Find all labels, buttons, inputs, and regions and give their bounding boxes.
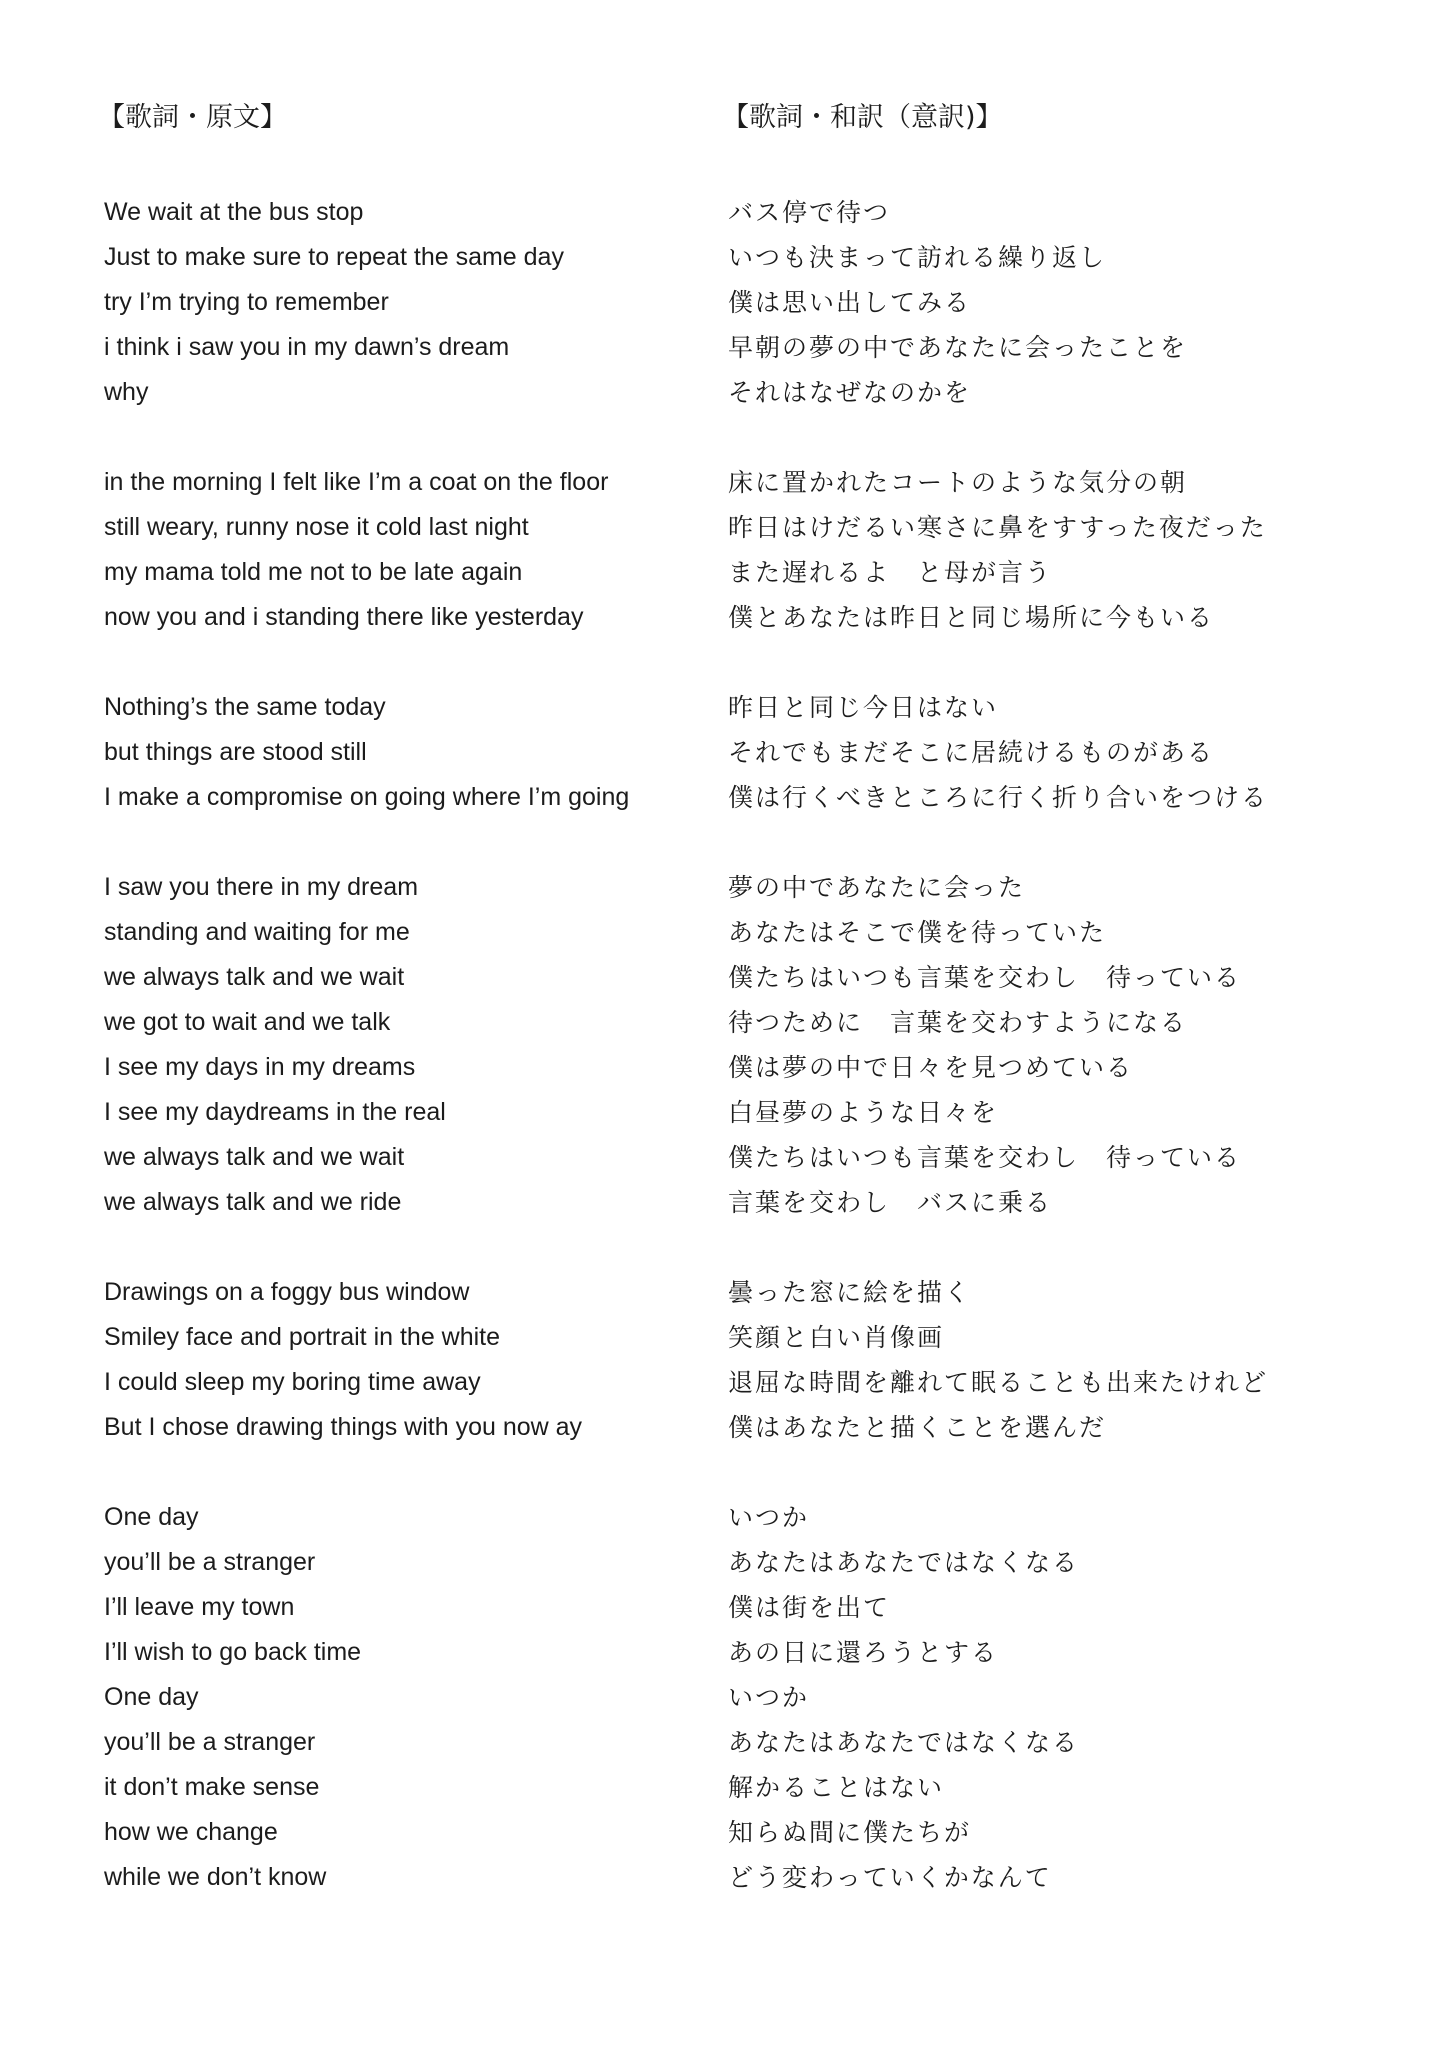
- lyric-line: I’ll leave my town: [104, 1593, 295, 1621]
- lyric-line: Just to make sure to repeat the same day: [104, 243, 564, 271]
- lyric-line: I make a compromise on going where I’m going: [104, 783, 630, 811]
- original-lyrics-column: [98, 100, 664, 1945]
- lyric-line: you’ll be a stranger: [104, 1548, 316, 1576]
- translation-stanza-3: [728, 685, 1408, 820]
- lyric-line: One day: [104, 1503, 199, 1531]
- lyric-line: why: [104, 378, 149, 406]
- original-stanza-1: [104, 190, 664, 415]
- lyric-line: we always talk and we wait: [104, 1143, 405, 1171]
- lyric-line: standing and waiting for me: [104, 918, 410, 946]
- translation-stanza-1: [728, 190, 1408, 415]
- lyric-line: いつか: [728, 1683, 810, 1712]
- lyric-line: how we change: [104, 1818, 278, 1846]
- lyric-line: いつも決まって訪れる繰り返し: [728, 243, 1107, 272]
- lyric-line: それでもまだそこに居続けるものがある: [728, 738, 1215, 767]
- lyric-line: 僕とあなたは昨日と同じ場所に今もいる: [728, 603, 1215, 632]
- lyric-line: still weary, runny nose it cold last night: [104, 513, 529, 541]
- lyric-line: 僕はあなたと描くことを選んだ: [728, 1413, 1107, 1442]
- original-stanza-3: [104, 685, 664, 820]
- lyric-line: 僕は街を出て: [728, 1593, 891, 1622]
- lyric-line: you’ll be a stranger: [104, 1728, 316, 1756]
- translation-stanza-6: [728, 1495, 1408, 1900]
- lyric-line: I saw you there in my dream: [104, 873, 419, 901]
- lyric-line: どう変わっていくかなんて: [728, 1863, 1052, 1892]
- lyric-line: 夢の中であなたに会った: [728, 873, 1026, 902]
- lyric-line: we got to wait and we talk: [104, 1008, 391, 1036]
- lyric-line: 昨日と同じ今日はない: [728, 693, 999, 722]
- lyric-line: 曇った窓に絵を描く: [728, 1278, 972, 1307]
- lyric-line: 言葉を交わし バスに乗る: [728, 1188, 1053, 1217]
- lyric-line: try I’m trying to remember: [104, 288, 389, 316]
- translation-stanza-4: [728, 865, 1408, 1225]
- lyric-line: Smiley face and portrait in the white: [104, 1323, 501, 1351]
- lyric-line: 早朝の夢の中であなたに会ったことを: [728, 333, 1188, 362]
- lyric-line: One day: [104, 1683, 199, 1711]
- lyric-line: Drawings on a foggy bus window: [104, 1278, 470, 1306]
- lyric-line: but things are stood still: [104, 738, 367, 766]
- lyric-line: あなたはあなたではなくなる: [728, 1728, 1080, 1757]
- lyric-line: あなたはあなたではなくなる: [728, 1548, 1080, 1577]
- original-stanza-5: [104, 1270, 664, 1450]
- lyric-line: 待つために 言葉を交わすようになる: [728, 1008, 1188, 1037]
- lyric-line: it don’t make sense: [104, 1773, 320, 1801]
- lyric-line: いつか: [728, 1503, 810, 1532]
- translation-stanza-5: [728, 1270, 1408, 1450]
- lyric-line: 笑顔と白い肖像画: [728, 1323, 945, 1352]
- lyric-line: 白昼夢のような日々を: [728, 1098, 999, 1127]
- lyric-line: 僕たちはいつも言葉を交わし 待っている: [728, 1143, 1242, 1172]
- lyric-line: それはなぜなのかを: [728, 378, 972, 407]
- lyric-line: we always talk and we ride: [104, 1188, 402, 1216]
- lyric-line: 知らぬ間に僕たちが: [728, 1818, 972, 1847]
- translation-stanza-2: [728, 460, 1408, 640]
- lyric-line: now you and i standing there like yesterday: [104, 603, 584, 631]
- lyric-line: I’ll wish to go back time: [104, 1638, 362, 1666]
- lyric-line: また遅れるよ と母が言う: [728, 558, 1053, 587]
- lyric-line: 僕たちはいつも言葉を交わし 待っている: [728, 963, 1242, 992]
- lyric-line: I could sleep my boring time away: [104, 1368, 481, 1396]
- original-stanza-4: [104, 865, 664, 1225]
- lyric-line: We wait at the bus stop: [104, 198, 364, 226]
- lyric-line: あの日に還ろうとする: [728, 1638, 999, 1667]
- lyric-line: I see my days in my dreams: [104, 1053, 416, 1081]
- original-stanza-2: [104, 460, 664, 640]
- lyric-line: 解かることはない: [728, 1773, 945, 1802]
- lyric-line: in the morning I felt like I’m a coat on the floor: [104, 468, 609, 496]
- lyric-line: I see my daydreams in the real: [104, 1098, 446, 1126]
- lyric-line: 僕は夢の中で日々を見つめている: [728, 1053, 1134, 1082]
- lyric-line: 昨日はけだるい寒さに鼻をすすった夜だった: [728, 513, 1267, 542]
- lyric-line: 退屈な時間を離れて眠ることも出来たけれど: [728, 1368, 1269, 1397]
- lyric-line: バス停で待つ: [728, 198, 891, 227]
- lyric-line: But I chose drawing things with you now ay: [104, 1413, 583, 1441]
- original-stanza-6: [104, 1495, 664, 1900]
- lyric-line: Nothing’s the same today: [104, 693, 386, 721]
- lyric-line: while we don’t know: [104, 1863, 327, 1891]
- translation-lyrics-column: [722, 100, 1408, 1945]
- lyric-line: we always talk and we wait: [104, 963, 405, 991]
- lyric-line: 僕は思い出してみる: [728, 288, 972, 317]
- lyric-line: 僕は行くべきところに行く折り合いをつける: [728, 783, 1269, 812]
- lyric-line: my mama told me not to be late again: [104, 558, 523, 586]
- lyric-line: i think i saw you in my dawn’s dream: [104, 333, 510, 361]
- translation-lyrics-heading: 【歌詞・和訳（意訳)】: [722, 102, 1003, 133]
- lyric-line: 床に置かれたコートのような気分の朝: [728, 468, 1188, 497]
- original-lyrics-heading: 【歌詞・原文】: [98, 102, 287, 133]
- lyric-line: あなたはそこで僕を待っていた: [728, 918, 1107, 947]
